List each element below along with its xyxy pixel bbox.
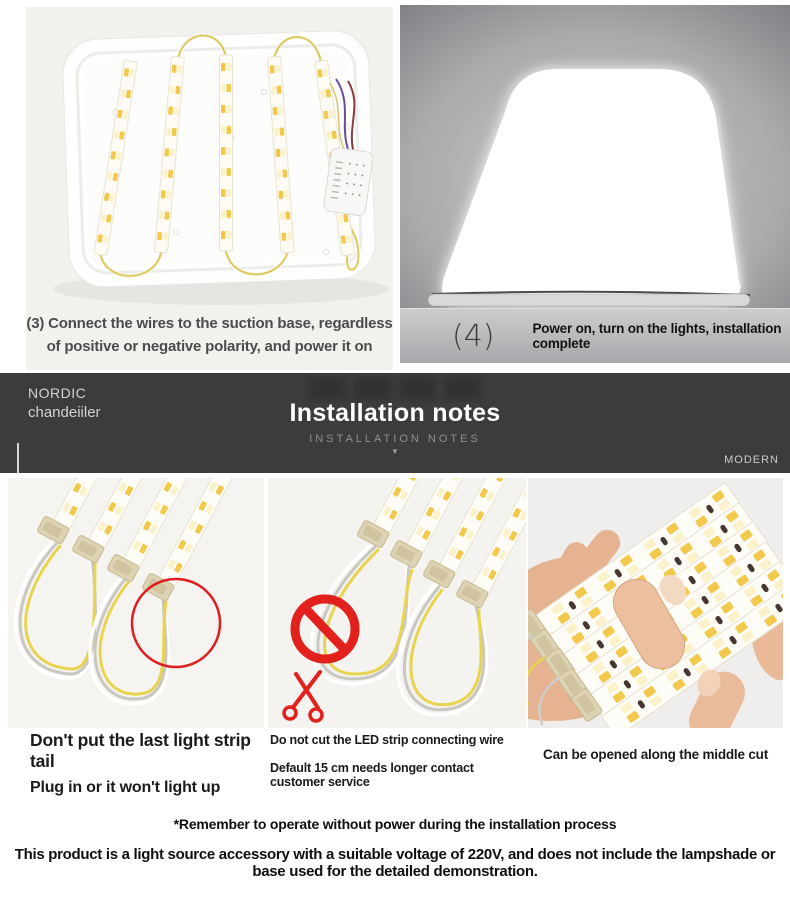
banner-title: Installation notes: [289, 399, 501, 427]
step4-caption-band: [400, 308, 790, 363]
footer-disclaimer: This product is a light source accessory with a suitable voltage of 220V, and does not include the lampshade or base used for the detailed demonstration.: [14, 846, 776, 880]
footer-warning: *Remember to operate without power during the installation process: [173, 816, 617, 832]
note1-line2: Plug in or it won't light up: [30, 779, 221, 796]
triangle-down-icon: ▼: [391, 447, 399, 456]
note3-caption: Can be opened along the middle cut: [543, 747, 768, 762]
open-middle-illustration: [528, 478, 783, 728]
banner-right-label: MODERN: [724, 454, 779, 466]
photo-note-last-tail: [8, 478, 264, 728]
banner-heading: [0, 373, 790, 456]
step4-number: (4): [452, 318, 495, 354]
do-not-cut-illustration: [268, 478, 526, 728]
note2-line2: Default 15 cm needs longer contact customer service: [270, 761, 474, 789]
installation-notes-banner: [0, 373, 790, 473]
photo-note-do-not-cut: [268, 478, 526, 728]
lit-lamp-illustration: [400, 5, 790, 308]
last-tail-illustration: [8, 478, 264, 728]
note1-line1: Don't put the last light strip tail: [30, 730, 251, 771]
step3-caption: (3) Connect the wires to the suction base, regardless of positive or negative polarity, and power it on: [26, 315, 393, 355]
banner-subtitle: INSTALLATION NOTES: [309, 433, 481, 445]
photo-note-open-middle: [528, 478, 783, 728]
brand-line2: chandeiiler: [28, 403, 101, 421]
photo-step4-lamp: [400, 5, 790, 363]
note1-caption: [30, 730, 270, 797]
note2-caption: [270, 733, 526, 789]
step4-caption: Power on, turn on the lights, installation complete: [532, 321, 782, 351]
note2-line1: Do not cut the LED strip connecting wire: [270, 733, 504, 747]
brand-line1: NORDIC: [28, 385, 87, 401]
